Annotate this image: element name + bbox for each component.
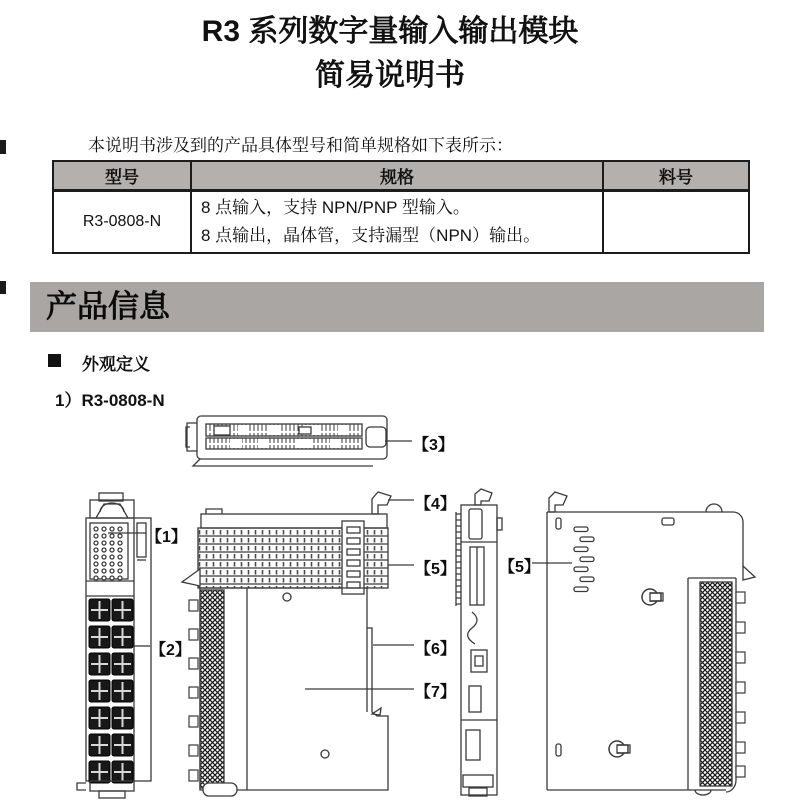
top-view xyxy=(186,416,412,466)
square-bullet-icon xyxy=(48,354,61,367)
section-heading-bar xyxy=(30,282,764,332)
header-part-no: 料号 xyxy=(603,161,749,191)
header-model: 型号 xyxy=(53,161,191,191)
rear-view xyxy=(456,489,502,796)
callout-5-right: 【5】 xyxy=(499,559,540,576)
document-title xyxy=(0,10,780,98)
spec-line-2: 8 点输出，晶体管，支持漏型（NPN）输出。 xyxy=(201,226,541,245)
title-line-1: R3 系列数字量输入输出模块 xyxy=(201,15,579,48)
page-edge-artifact xyxy=(0,140,6,154)
figure-item-label: 1）R3-0808-N xyxy=(55,391,165,410)
cell-part-no xyxy=(603,191,749,254)
title-line-2: 简易说明书 xyxy=(315,59,465,92)
table-header-row xyxy=(53,161,749,191)
front-view xyxy=(77,493,151,798)
model-spec-table xyxy=(52,160,750,254)
table-row xyxy=(53,191,749,254)
callout-1: 【1】 xyxy=(146,529,187,546)
callout-3: 【3】 xyxy=(413,437,454,454)
subsection-label: 外观定义 xyxy=(82,355,150,374)
callout-4: 【4】 xyxy=(415,496,456,513)
callout-2: 【2】 xyxy=(150,642,191,659)
cell-spec xyxy=(191,191,603,254)
spec-line-1: 8 点输入，支持 NPN/PNP 型输入。 xyxy=(201,198,470,217)
page-edge-artifact xyxy=(0,281,6,294)
section-heading: 产品信息 xyxy=(46,289,170,324)
callout-5: 【5】 xyxy=(415,561,456,578)
side-view-left xyxy=(182,492,414,796)
callout-6: 【6】 xyxy=(415,641,456,658)
side-view-right xyxy=(532,492,755,795)
callout-7: 【7】 xyxy=(415,684,456,701)
cell-model: R3-0808-N xyxy=(53,191,191,254)
intro-sentence: 本说明书涉及到的产品具体型号和简单规格如下表所示： xyxy=(88,136,513,155)
header-spec: 规格 xyxy=(191,161,603,191)
